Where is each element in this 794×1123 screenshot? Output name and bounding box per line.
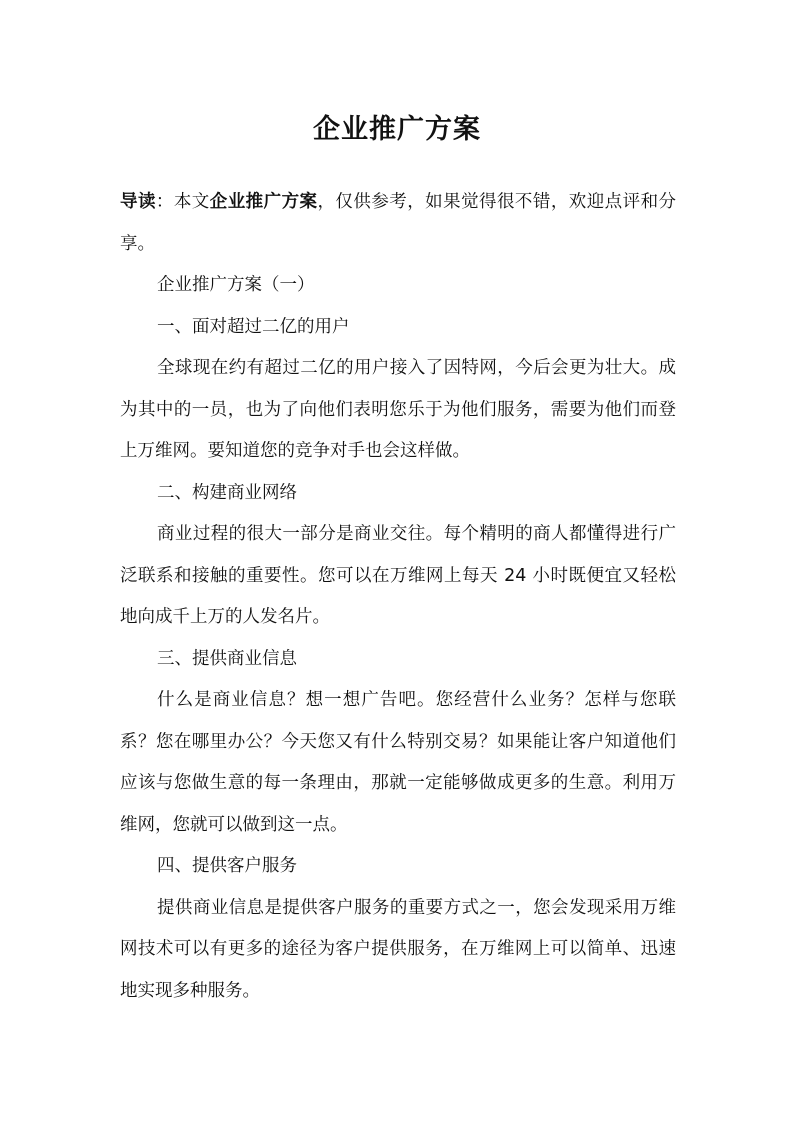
document-title: 企业推广方案: [313, 114, 481, 145]
intro-suffix: ，仅供参考，如果觉得很不错，欢迎点评和分享。: [120, 192, 677, 254]
intro-prefix: 本文: [173, 192, 210, 212]
document-body: [120, 182, 676, 1012]
intro-label: 导读: [120, 192, 156, 212]
intro-colon: ：: [155, 192, 174, 212]
intro-paragraph: [120, 182, 676, 265]
section-heading-3: 三、提供商业信息: [157, 648, 297, 669]
section-paragraph-3: 什么是商业信息？想一想广告吧。您经营什么业务？怎样与您联系？您在哪里办公？今天您又有什么特别交易？如果能让客户知道他们应该与您做生意的每一条理由，那就一定能够做成更多的生意。利用万维网，您就可以做到这一点。: [120, 690, 676, 835]
section-paragraph-2: 商业过程的很大一部分是商业交往。每个精明的商人都懂得进行广泛联系和接触的重要性。您可以在万维网上每天 24 小时既便宜又轻松地向成千上万的人发名片。: [120, 524, 676, 627]
section-paragraph-4: 提供商业信息是提供客户服务的重要方式之一，您会发现采用万维网技术可以有更多的途径为客户提供服务，在万维网上可以简单、迅速地实现多种服务。: [120, 897, 676, 1001]
section-heading-1: 一、面对超过二亿的用户: [157, 316, 350, 337]
section-heading-2: 二、构建商业网络: [157, 482, 297, 503]
section-heading-main: 企业推广方案（一）: [157, 275, 315, 295]
section-paragraph-1: 全球现在约有超过二亿的用户接入了因特网，今后会更为壮大。成为其中的一员，也为了向他们表明您乐于为他们服务，需要为他们而登上万维网。要知道您的竞争对手也会这样做。: [120, 358, 676, 461]
section-heading-4: 四、提供客户服务: [157, 856, 297, 876]
intro-keyword: 企业推广方案: [209, 192, 318, 212]
